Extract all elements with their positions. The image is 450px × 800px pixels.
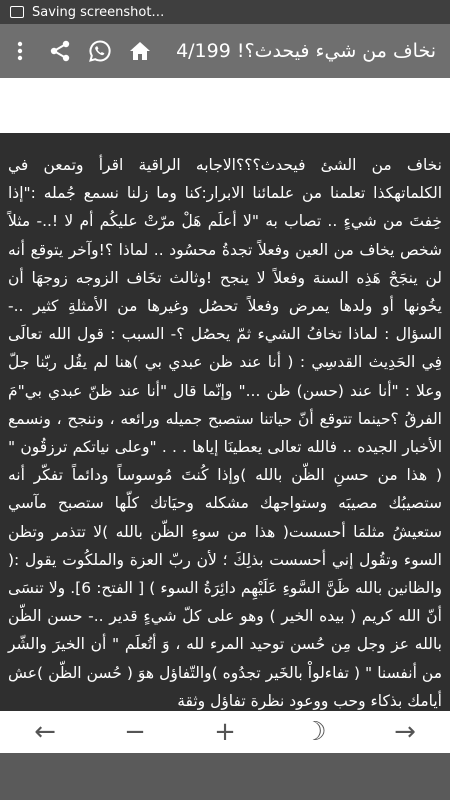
more-vert-icon: [17, 41, 23, 61]
share-button[interactable]: [40, 24, 80, 78]
arrow-right-icon: →: [394, 717, 416, 747]
home-icon: [129, 41, 151, 61]
screenshot-icon: [10, 6, 24, 18]
page-title: نخاف من شيء فيحدث؟! 4/199: [176, 40, 436, 62]
previous-button[interactable]: [15, 711, 75, 753]
next-button[interactable]: [375, 711, 435, 753]
bottom-nav-bar: [0, 711, 450, 753]
arrow-left-icon: ←: [34, 717, 56, 747]
article-text: نخاف من الشئ فيحدث؟؟؟الاجابه الراقية اقرأ وتمعن في الكلماتهكذا تعلمنا من علمائنا الابرار:كنا وما زلنا نسمع جُمله :"إذا خِفتَ من شيءٍ .. تصاب به "لا أعلَم هَلْ مرّتْ عليكُم أم لا !..- مثلاً شخص يخاف من العين وفعلاً تجدةُ محسُود .. لماذا ؟!وآخر يتوقع أنه لن ينجَحْ هَذِه السنة وفعلاً لا ينجح !وثالث تخَاف الزوجه زوجهَا أن يخُونها أو ولدها يمرض وفعلاً تحصُل وغيرها من الأمثلةِ كثير ..- السؤال : لماذا تخافُ الشيء ثمّ يحصُل ؟- السبب : قول الله تعالَى فِي الحَدِيث القدسِي : ( أنا عند ظن عبدي بي )هنا لم يقُل ربّنا جلّ وعلا : "أنا عند (حسن) ظن ..." وإنّما قال "أنا عند ظنّ عبدي بي"مَ الفرقُ ؟حينما تتوقع أنّ حياتنا ستصبح جميله ورائعه ، وننجح ، ونسمع الأخبار الجيده .. فالله تعالى يعطينَا إياها . . . "وعلى نياتكم ترزقُون " ( هذا من حسنِ الظّن بالله )وإذا كُنتَ مُوسوساً ودائماً تفكّر أنه ستصيبُك مصيبَه وستواجهك مشكله وحيَاتك كلّها ستصبح مآسي ستعيشُ مثلمَا أحسست( هذا من سوءِ الظّن بالله )لا تتذمر وتظن السوء وتقُول إني أحسست بذلِكَ ؛ لأن ربّ العزة والملكُوت يقول :( والظانين بالله ظَنَّ السَّوءِ عَلَيْهِم دائِرَةُ السوء ) [ الفتح: 6]. ولا تنسَى أنّ الله كريم ( بيده الخير ) وهو على كلّ شيءٍ قدير ..- حسن الظّن بالله عز وجل مِن حُسن توحيد المرء لله ، وَ أتُعلَم " أن الخيرَ والشّر من أنفسنا " ( تفاءلواْ بالخَير تجدُوه )والتّفاؤل هوَ ( حُسن الظّن )عش أيامك بذكاء وحب ووعود نظرة تفاؤل وثقة: [8, 156, 442, 710]
home-button[interactable]: [120, 24, 160, 78]
zoom-in-button[interactable]: [195, 711, 255, 753]
status-bar: [0, 0, 450, 24]
night-mode-button[interactable]: [285, 711, 345, 753]
whatsapp-icon: [88, 39, 112, 63]
zoom-out-button[interactable]: [105, 711, 165, 753]
screen-bottom-area: [0, 753, 450, 800]
status-text: Saving screenshot…: [32, 4, 165, 20]
ad-banner-area: [0, 78, 450, 133]
moon-icon: ☽: [303, 717, 327, 747]
more-options-button[interactable]: [0, 24, 40, 78]
whatsapp-share-button[interactable]: [80, 24, 120, 78]
share-icon: [49, 40, 71, 62]
plus-icon: +: [214, 717, 236, 747]
minus-icon: −: [124, 717, 146, 747]
article-area[interactable]: [0, 133, 450, 711]
app-bar: [0, 24, 450, 78]
